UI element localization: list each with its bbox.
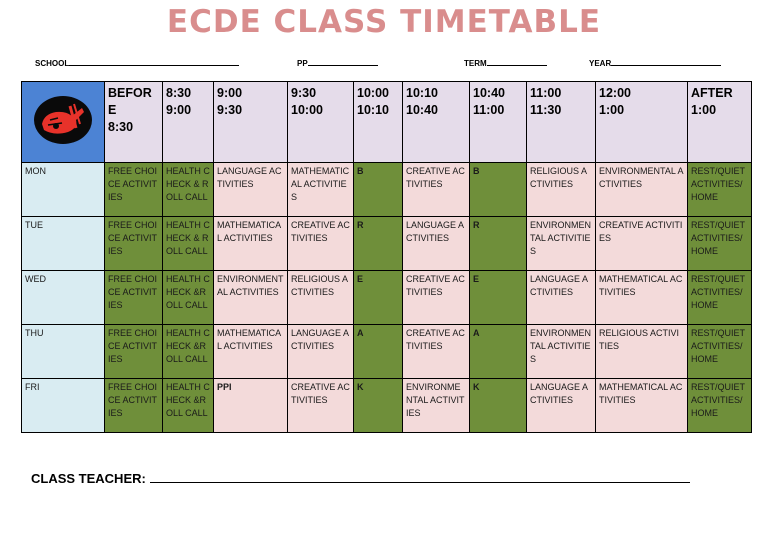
school-label: SCHOOL	[35, 59, 70, 68]
day-row-fri	[22, 379, 752, 433]
timetable-cell: FREE CHOICE ACTIVITIES	[105, 163, 163, 217]
header-cell: 9:00 9:30	[214, 82, 288, 163]
timetable-cell: FREE CHOICE ACTIVITIES	[105, 325, 163, 379]
timetable-cell: REST/QUIET ACTIVITIES/ HOME	[688, 163, 752, 217]
header-cell: 10:10 10:40	[403, 82, 470, 163]
timetable-cell: RELIGIOUS ACTIVITIES	[596, 325, 688, 379]
timetable-cell: ENVIRONMENTAL ACTIVITIES	[527, 325, 596, 379]
timetable	[21, 81, 752, 433]
day-row-wed	[22, 271, 752, 325]
break-cell: K	[354, 379, 403, 433]
header-cell: BEFORE 8:30	[105, 82, 163, 163]
timetable-cell: MATHEMATICAL ACTIVITIES	[596, 271, 688, 325]
timetable-cell: ENVIRONMENTAL ACTIVITIES	[214, 271, 288, 325]
break-cell: E	[354, 271, 403, 325]
timetable-cell: REST/QUIET ACTIVITIES/ HOME	[688, 325, 752, 379]
break-cell: R	[470, 217, 527, 271]
timetable-cell: ENVIRONMENTAL ACTIVITIES	[403, 379, 470, 433]
header-cell: AFTER 1:00	[688, 82, 752, 163]
timetable-cell: FREE CHOICE ACTIVITIES	[105, 217, 163, 271]
timetable-cell: CREATIVE ACTIVITIES	[288, 379, 354, 433]
day-label: MON	[22, 163, 105, 217]
timetable-cell: LANGUAGE ACTIVITIES	[527, 379, 596, 433]
break-cell: A	[354, 325, 403, 379]
timetable-cell: CREATIVE ACTIVITIES	[596, 217, 688, 271]
timetable-cell: CREATIVE ACTIVITIES	[403, 163, 470, 217]
day-label: THU	[22, 325, 105, 379]
class-teacher-label: CLASS TEACHER:	[31, 471, 146, 486]
timetable-cell: MATHEMATICAL ACTIVITIES	[288, 163, 354, 217]
day-row-tue	[22, 217, 752, 271]
timetable-cell: LANGUAGE ACTIVITIES	[214, 163, 288, 217]
header-cell: 11:00 11:30	[527, 82, 596, 163]
timetable-cell: PPI	[214, 379, 288, 433]
timetable-cell: MATHEMATICAL ACTIVITIES	[214, 325, 288, 379]
timetable-cell: REST/QUIET ACTIVITIES/ HOME	[688, 379, 752, 433]
timetable-cell: LANGUAGE ACTIVITIES	[527, 271, 596, 325]
timetable-cell: HEALTH CHECK &ROLL CALL	[163, 379, 214, 433]
day-label: FRI	[22, 379, 105, 433]
break-cell: A	[470, 325, 527, 379]
school-supplies-icon	[32, 94, 94, 146]
timetable-cell: LANGUAGE ACTIVITIES	[288, 325, 354, 379]
timetable-cell: HEALTH CHECK &ROLL CALL	[163, 325, 214, 379]
year-field[interactable]	[589, 57, 721, 68]
timetable-cell: REST/QUIET ACTIVITIES/ HOME	[688, 271, 752, 325]
break-cell: K	[470, 379, 527, 433]
pp-label: PP	[297, 59, 308, 68]
timetable-cell: HEALTH CHECK & ROLL CALL	[163, 217, 214, 271]
timetable-cell: FREE CHOICE ACTIVITIES	[105, 379, 163, 433]
timetable-cell: REST/QUIET ACTIVITIES/ HOME	[688, 217, 752, 271]
term-label: TERM	[464, 59, 487, 68]
timetable-cell: MATHEMATICAL ACTIVITIES	[596, 379, 688, 433]
break-cell: E	[470, 271, 527, 325]
timetable-cell: MATHEMATICAL ACTIVITIES	[214, 217, 288, 271]
timetable-cell: CREATIVE ACTIVITIES	[288, 217, 354, 271]
signature-line	[150, 470, 690, 483]
timetable-cell: LANGUAGE ACTIVITIES	[403, 217, 470, 271]
break-cell: R	[354, 217, 403, 271]
timetable-cell: ENVIRONMENTAL ACTIVITIES	[596, 163, 688, 217]
timetable-cell: FREE CHOICE ACTIVITIES	[105, 271, 163, 325]
class-teacher-field[interactable]	[31, 470, 690, 486]
day-row-thu	[22, 325, 752, 379]
timetable-cell: RELIGIOUS ACTIVITIES	[527, 163, 596, 217]
header-cell: 12:00 1:00	[596, 82, 688, 163]
header-cell: 10:40 11:00	[470, 82, 527, 163]
header-cell: 9:30 10:00	[288, 82, 354, 163]
timetable-cell: ENVIRONMENTAL ACTIVITIES	[527, 217, 596, 271]
pp-field[interactable]	[297, 57, 378, 68]
day-label: WED	[22, 271, 105, 325]
header-row	[22, 82, 752, 163]
day-label: TUE	[22, 217, 105, 271]
timetable-cell: CREATIVE ACTIVITIES	[403, 325, 470, 379]
year-label: YEAR	[589, 59, 612, 68]
timetable-cell: HEALTH CHECK & ROLL CALL	[163, 163, 214, 217]
day-row-mon	[22, 163, 752, 217]
page-title: ECDE CLASS TIMETABLE	[166, 4, 602, 40]
timetable-cell: HEALTH CHECK &ROLL CALL	[163, 271, 214, 325]
timetable-cell: CREATIVE ACTIVITIES	[403, 271, 470, 325]
header-cell: 10:00 10:10	[354, 82, 403, 163]
logo-cell	[22, 82, 105, 163]
break-cell: B	[354, 163, 403, 217]
break-cell: B	[470, 163, 527, 217]
timetable-cell: RELIGIOUS ACTIVITIES	[288, 271, 354, 325]
term-field[interactable]	[464, 57, 547, 68]
info-row	[0, 57, 768, 71]
school-field[interactable]	[35, 57, 239, 68]
header-cell: 8:30 9:00	[163, 82, 214, 163]
